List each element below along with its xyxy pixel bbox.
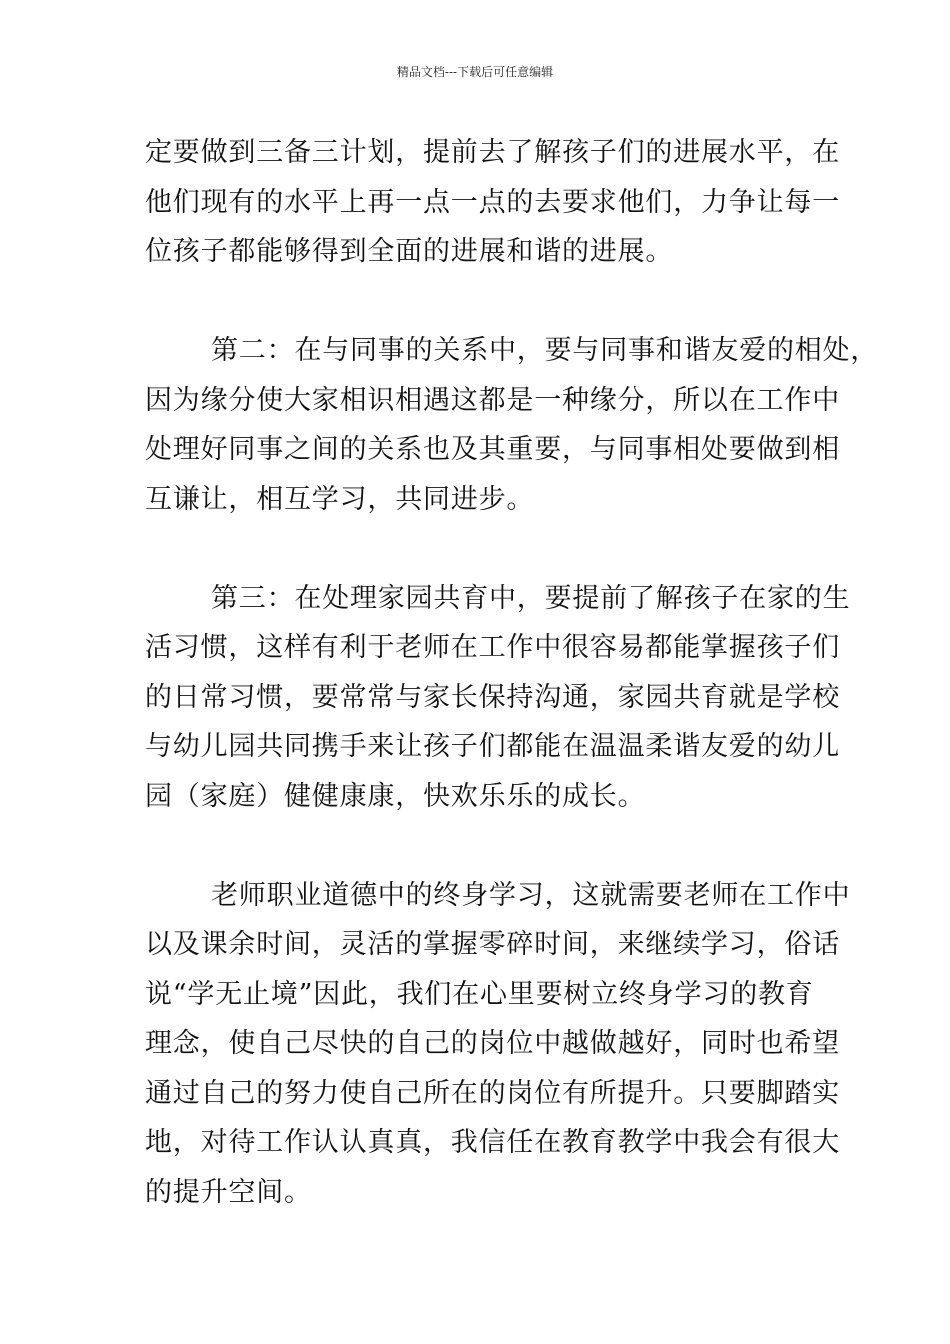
text-line: 定要做到三备三计划，提前去了解孩子们的进展水平，在 <box>145 137 840 168</box>
text-line: 的提升空间。 <box>145 1176 312 1208</box>
text-line: 因为缘分使大家相识相遇这都是一种缘分，所以在工作中 <box>145 384 840 416</box>
paragraph-gap <box>145 821 817 871</box>
text-line: 通过自己的努力使自己所在的岗位有所提升。只要脚踏实 <box>145 1077 840 1109</box>
text-line: 园（家庭）健健康康，快欢乐乐的成长。 <box>145 780 646 812</box>
paragraph <box>145 871 851 1218</box>
text-line: 说“学无止境”因此，我们在心里要树立终身学习的教育 <box>145 978 814 1010</box>
paragraph-gap <box>145 524 817 574</box>
paragraph <box>145 574 851 822</box>
text-line: 第三：在处理家园共育中，要提前了解孩子在家的生 <box>211 582 851 614</box>
document-body <box>145 128 879 1217</box>
text-line: 以及课余时间，灵活的掌握零碎时间，来继续学习，俗话 <box>145 929 840 960</box>
text-line: 的日常习惯，要常常与家长保持沟通，家园共育就是学校 <box>145 681 840 713</box>
text-line: 地，对待工作认认真真，我信任在教育教学中我会有很大 <box>145 1127 840 1158</box>
page-header: 精品文档---下载后可任意编辑 <box>396 65 554 79</box>
paragraph <box>145 326 879 524</box>
text-line: 理念，使自己尽快的自己的岗位中越做越好，同时也希望 <box>145 1028 840 1059</box>
text-line: 与幼儿园共同携手来让孩子们都能在温温柔谐友爱的幼儿 <box>145 731 840 762</box>
text-line: 活习惯，这样有利于老师在工作中很容易都能掌握孩子们 <box>145 632 840 663</box>
paragraph-gap <box>145 277 817 327</box>
paragraph <box>145 128 840 277</box>
text-line: 处理好同事之间的关系也及其重要，与同事相处要做到相 <box>145 434 840 465</box>
text-line: 老师职业道德中的终身学习，这就需要老师在工作中 <box>211 879 851 911</box>
text-line: 互谦让，相互学习，共同进步。 <box>145 483 535 515</box>
text-line: 位孩子都能够得到全面的进展和谐的进展。 <box>145 236 674 267</box>
text-line: 第二：在与同事的关系中，要与同事和谐友爱的相处， <box>211 335 879 366</box>
text-line: 他们现有的水平上再一点一点的去要求他们，力争让每一 <box>145 186 840 218</box>
